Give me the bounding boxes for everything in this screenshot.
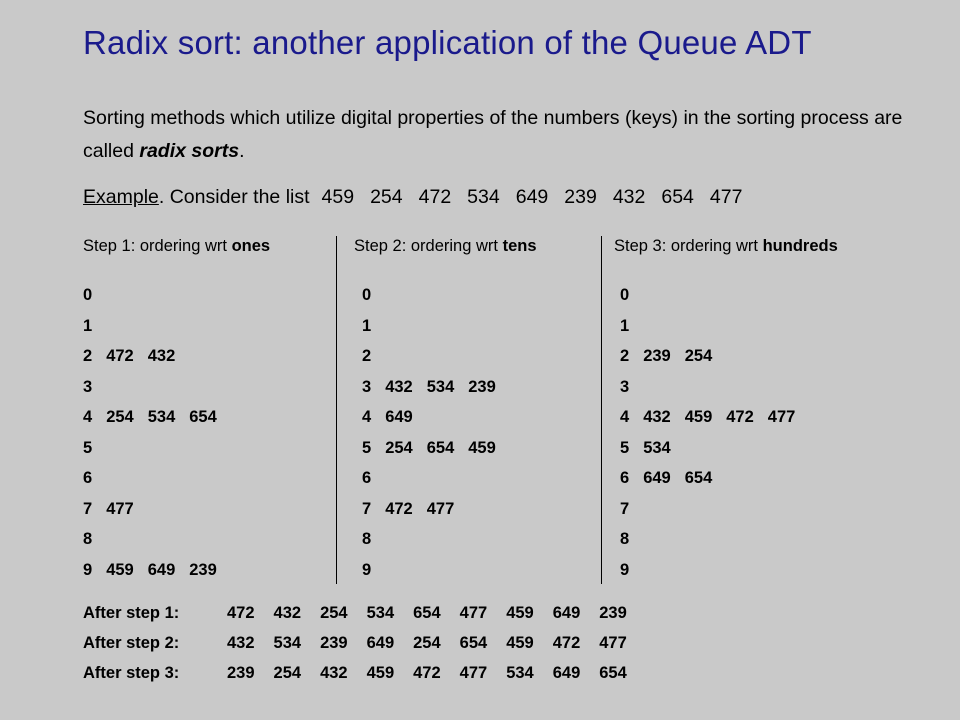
- bucket-row: [362, 345, 496, 376]
- bucket-row: [362, 284, 496, 315]
- after-step-value: 472: [552, 634, 581, 652]
- after-step-value: 534: [366, 604, 395, 622]
- bucket-digit: 5: [83, 438, 93, 457]
- bucket-value: 432: [385, 377, 413, 396]
- bucket-digit: 3: [620, 377, 630, 396]
- bucket-digit: 9: [83, 560, 93, 579]
- step-2-heading-prefix: Step 2: ordering wrt: [354, 237, 503, 255]
- after-step-label: After step 1:: [83, 604, 180, 622]
- bucket-value: 459: [468, 438, 496, 457]
- bucket-row: [620, 315, 795, 346]
- bucket-value: 459: [684, 408, 713, 426]
- bucket-value: 239: [643, 347, 671, 365]
- after-step-line: [83, 664, 646, 683]
- column-divider: [336, 236, 337, 584]
- bucket-value: 472: [385, 499, 413, 518]
- step-1-heading-prefix: Step 1: ordering wrt: [83, 237, 232, 255]
- bucket-value: 477: [767, 408, 796, 426]
- bucket-value: 239: [189, 560, 217, 579]
- bucket-digit: 2: [83, 347, 93, 365]
- bucket-row: [620, 406, 795, 437]
- after-step-value: 254: [273, 664, 302, 682]
- bucket-digit: 1: [620, 316, 630, 335]
- bucket-row: [362, 437, 496, 468]
- step-2-heading-bold: tens: [502, 237, 537, 255]
- after-step-value: 654: [599, 664, 627, 682]
- bucket-row: [362, 467, 496, 498]
- bucket-digit: 5: [620, 438, 630, 457]
- example-list-number: 649: [515, 186, 549, 208]
- bucket-row: [83, 437, 217, 468]
- example-list-number: 534: [467, 186, 500, 208]
- after-step-value: 254: [320, 604, 348, 622]
- step-2-heading: [354, 237, 537, 256]
- bucket-row: [362, 559, 496, 590]
- bucket-value: 649: [385, 408, 413, 426]
- bucket-row: [620, 467, 795, 498]
- after-step-label: After step 3:: [83, 664, 180, 682]
- bucket-row: [362, 315, 496, 346]
- example-list-number: 654: [661, 186, 694, 208]
- bucket-digit: 7: [362, 499, 372, 518]
- bucket-row: [362, 498, 496, 529]
- bucket-digit: 2: [362, 347, 372, 365]
- after-step-value: 239: [320, 634, 348, 652]
- intro-text: Sorting methods which utilize digital properties of the numbers (keys) in the sorting process are called: [83, 107, 903, 162]
- example-list-number: 432: [612, 186, 646, 208]
- bucket-row: [83, 406, 217, 437]
- after-step-value: 477: [599, 634, 627, 652]
- bucket-digit: 2: [620, 347, 630, 365]
- step-1-heading: [83, 237, 270, 256]
- after-step-value: 654: [413, 604, 441, 622]
- bucket-value: 239: [468, 377, 496, 396]
- bucket-row: [620, 559, 795, 590]
- column-divider: [601, 236, 602, 584]
- bucket-row: [83, 315, 217, 346]
- step-3-heading: [614, 237, 838, 256]
- bucket-digit: 9: [362, 560, 372, 579]
- after-step-value: 432: [320, 664, 348, 682]
- bucket-value: 534: [426, 377, 455, 396]
- after-step-value: 477: [459, 604, 488, 622]
- after-step-value: 534: [506, 664, 534, 682]
- bucket-row: [83, 376, 217, 407]
- bucket-digit: 0: [620, 286, 630, 304]
- bucket-value: 649: [147, 560, 176, 579]
- bucket-digit: 8: [362, 530, 372, 548]
- bucket-value: 472: [106, 347, 134, 365]
- example-list-number: 477: [709, 186, 743, 208]
- bucket-digit: 8: [83, 530, 93, 548]
- bucket-digit: 3: [362, 377, 372, 396]
- after-step-value: 649: [552, 664, 581, 682]
- intro-paragraph: [83, 102, 903, 168]
- bucket-digit: 8: [620, 530, 630, 548]
- bucket-digit: 6: [362, 469, 372, 487]
- step-1-heading-bold: ones: [231, 237, 271, 255]
- bucket-row: [362, 406, 496, 437]
- after-step-value: 534: [273, 634, 302, 652]
- bucket-digit: 7: [620, 499, 630, 518]
- bucket-value: 649: [643, 469, 671, 487]
- bucket-value: 654: [426, 438, 455, 457]
- bucket-value: 477: [426, 499, 455, 518]
- bucket-value: 254: [106, 408, 134, 426]
- step-3-buckets: [620, 284, 795, 589]
- bucket-value: 477: [106, 499, 134, 518]
- example-list-number: 459: [321, 186, 355, 208]
- bucket-digit: 1: [83, 316, 93, 335]
- slide-title: Radix sort: another application of the Queue ADT: [83, 24, 812, 61]
- bucket-row: [620, 528, 795, 559]
- bucket-row: [83, 284, 217, 315]
- after-step-line: [83, 634, 646, 653]
- after-step-label: After step 2:: [83, 634, 180, 652]
- bucket-digit: 4: [620, 408, 630, 426]
- bucket-digit: 7: [83, 499, 93, 518]
- step-3-heading-bold: hundreds: [762, 237, 838, 255]
- intro-emphasis: radix sorts: [139, 140, 240, 162]
- after-step-value: 432: [273, 604, 302, 622]
- bucket-row: [620, 376, 795, 407]
- after-step-value: 239: [599, 604, 627, 622]
- after-step-value: 239: [227, 664, 255, 682]
- after-step-value: 459: [506, 604, 534, 622]
- bucket-row: [362, 376, 496, 407]
- bucket-digit: 3: [83, 377, 93, 396]
- bucket-digit: 4: [83, 408, 93, 426]
- bucket-row: [620, 345, 795, 376]
- after-step-value: 654: [459, 634, 488, 652]
- after-step-value: 459: [366, 664, 395, 682]
- after-step-value: 649: [366, 634, 395, 652]
- bucket-digit: 6: [620, 469, 630, 487]
- bucket-value: 654: [684, 469, 713, 487]
- bucket-digit: 6: [83, 469, 93, 487]
- bucket-value: 432: [147, 347, 176, 365]
- example-text: . Consider the list: [158, 186, 310, 208]
- example-list-number: 239: [564, 186, 597, 208]
- bucket-digit: 0: [83, 286, 93, 304]
- intro-text-end: .: [239, 140, 245, 162]
- bucket-digit: 0: [362, 286, 372, 304]
- after-step-value: 254: [413, 634, 441, 652]
- bucket-digit: 4: [362, 408, 372, 426]
- after-step-line: [83, 604, 646, 623]
- bucket-value: 254: [385, 438, 413, 457]
- after-step-value: 459: [506, 634, 534, 652]
- example-list-number: 254: [370, 186, 403, 208]
- bucket-row: [83, 559, 217, 590]
- after-step-value: 472: [413, 664, 441, 682]
- bucket-value: 534: [643, 438, 671, 457]
- after-step-value: 649: [552, 604, 581, 622]
- bucket-value: 254: [684, 347, 713, 365]
- after-step-value: 472: [227, 604, 255, 622]
- example-line: [83, 186, 742, 209]
- bucket-digit: 9: [620, 560, 630, 579]
- step-2-buckets: [362, 284, 496, 589]
- bucket-digit: 1: [362, 316, 372, 335]
- bucket-row: [620, 498, 795, 529]
- bucket-row: [620, 437, 795, 468]
- example-label: Example: [83, 186, 159, 208]
- example-list: [310, 186, 743, 208]
- bucket-value: 654: [189, 408, 217, 426]
- bucket-row: [362, 528, 496, 559]
- bucket-value: 472: [726, 408, 754, 426]
- bucket-row: [83, 467, 217, 498]
- after-step-value: 432: [227, 634, 255, 652]
- bucket-row: [83, 345, 217, 376]
- bucket-row: [83, 528, 217, 559]
- step-1-buckets: [83, 284, 217, 589]
- bucket-value: 534: [147, 408, 176, 426]
- example-list-number: 472: [418, 186, 452, 208]
- bucket-row: [83, 498, 217, 529]
- bucket-value: 432: [643, 408, 671, 426]
- bucket-value: 459: [106, 560, 134, 579]
- bucket-digit: 5: [362, 438, 372, 457]
- after-step-value: 477: [459, 664, 488, 682]
- step-3-heading-prefix: Step 3: ordering wrt: [614, 237, 763, 255]
- bucket-row: [620, 284, 795, 315]
